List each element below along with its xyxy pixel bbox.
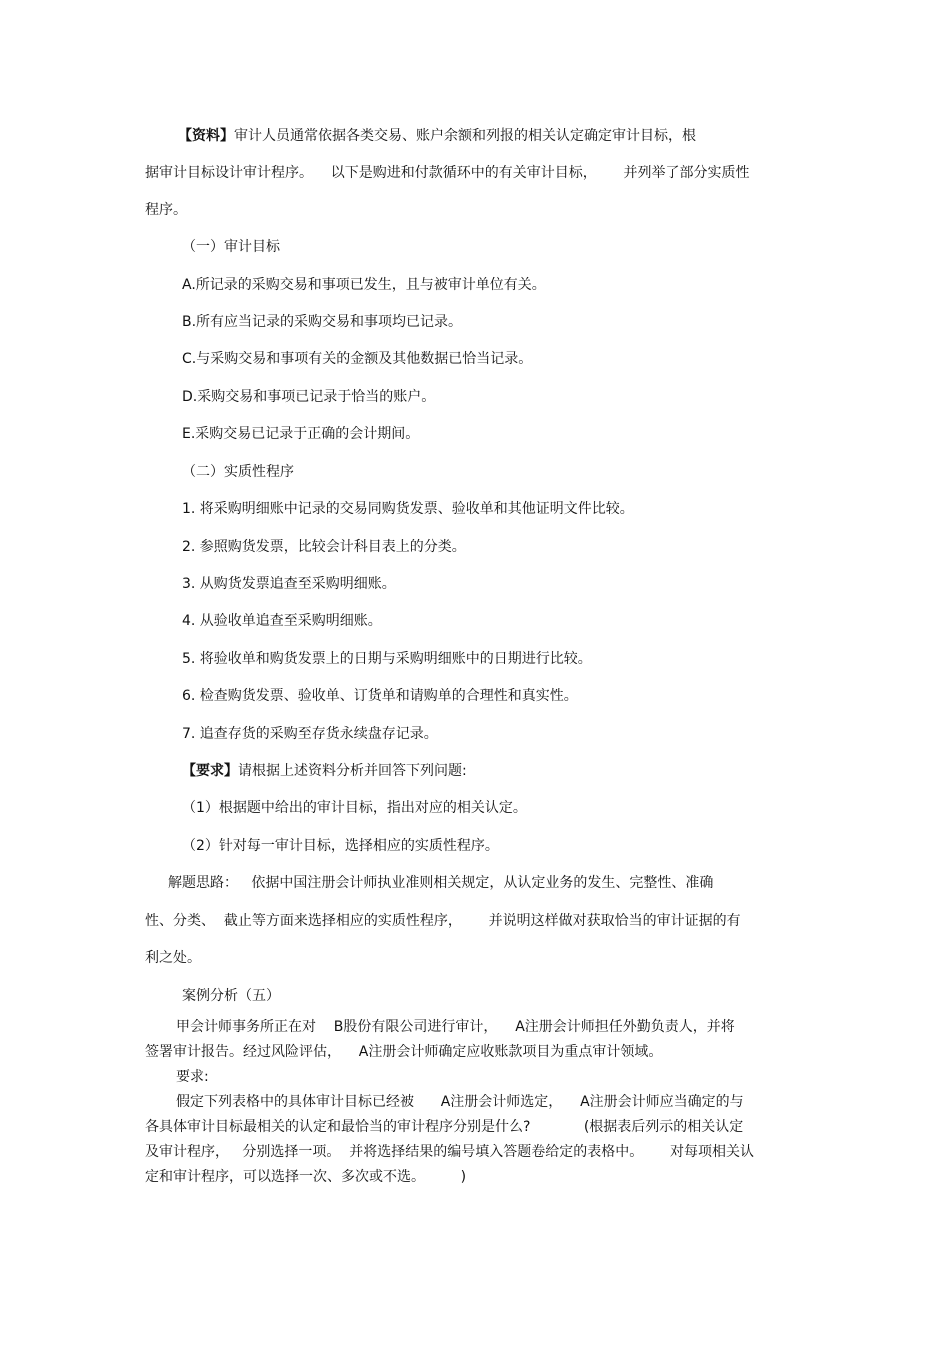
material-paragraph-line-1 [178,127,696,145]
target-item: A.所记录的采购交易和事项已发生，且与被审计单位有关。 [182,277,546,293]
procedure-item: 6. 检查购货发票、验收单、订货单和请购单的合理性和真实性。 [182,688,578,704]
requirement-label: 【要求】 [182,763,238,779]
material-label: 【资料】 [178,128,234,144]
heading-audit-targets: （一）审计目标 [182,239,280,255]
target-item: E.采购交易已记录于正确的会计期间。 [182,426,420,442]
case-heading: 案例分析（五） [182,988,280,1004]
approach-line-3: 利之处。 [145,950,201,966]
heading-substantive-procedures: （二）实质性程序 [182,464,294,480]
target-item: C.与采购交易和事项有关的金额及其他数据已恰当记录。 [182,351,533,367]
case-intro-line-1: 甲会计师事务所正在对 B股份有限公司进行审计， A注册会计师担任外勤负责人，并将 [176,1019,735,1035]
requirement-text: 请根据上述资料分析并回答下列问题: [238,763,467,779]
procedure-item: 7. 追查存货的采购至存货永续盘存记录。 [182,726,438,742]
requirement-line [182,762,467,780]
material-paragraph-line-2: 据审计目标设计审计程序。 以下是购进和付款循环中的有关审计目标， 并列举了部分实质性 [145,165,750,181]
procedure-item: 3. 从购货发票追查至采购明细账。 [182,576,396,592]
approach-line-1: 解题思路： 依据中国注册会计师执业准则相关规定，从认定业务的发生、完整性、准确 [168,875,714,891]
target-item: B.所有应当记录的采购交易和事项均已记录。 [182,314,463,330]
procedure-item: 2. 参照购货发票，比较会计科目表上的分类。 [182,539,466,555]
target-item: D.采购交易和事项已记录于恰当的账户。 [182,389,436,405]
material-text: 审计人员通常依据各类交易、账户余额和列报的相关认定确定审计目标，根 [234,128,696,144]
case-requirement-heading: 要求: [176,1069,209,1085]
case-intro-line-2: 签署审计报告。经过风险评估， A注册会计师确定应收账款项目为重点审计领域。 [145,1044,663,1060]
procedure-item: 5. 将验收单和购货发票上的日期与采购明细账中的日期进行比较。 [182,651,592,667]
case-requirement-line-2: 各具体审计目标最相关的认定和最恰当的审计程序分别是什么? (根据表后列示的相关认定 [145,1119,744,1135]
case-requirement-line-4: 定和审计程序，可以选择一次、多次或不选。 ) [145,1169,467,1185]
procedure-item: 1. 将采购明细账中记录的交易同购货发票、验收单和其他证明文件比较。 [182,501,634,517]
approach-line-2: 性、分类、 截止等方面来选择相应的实质性程序， 并说明这样做对获取恰当的审计证据的有 [145,913,741,929]
question-item: （2）针对每一审计目标，选择相应的实质性程序。 [182,838,499,854]
question-item: （1）根据题中给出的审计目标，指出对应的相关认定。 [182,800,527,816]
case-requirement-line-3: 及审计程序， 分别选择一项。 并将选择结果的编号填入答题卷给定的表格中。 对每项相关认 [145,1144,754,1160]
case-requirement-line-1: 假定下列表格中的具体审计目标已经被 A注册会计师选定， A注册会计师应当确定的与 [176,1094,744,1110]
procedure-item: 4. 从验收单追查至采购明细账。 [182,613,382,629]
material-paragraph-line-3: 程序。 [145,202,187,218]
